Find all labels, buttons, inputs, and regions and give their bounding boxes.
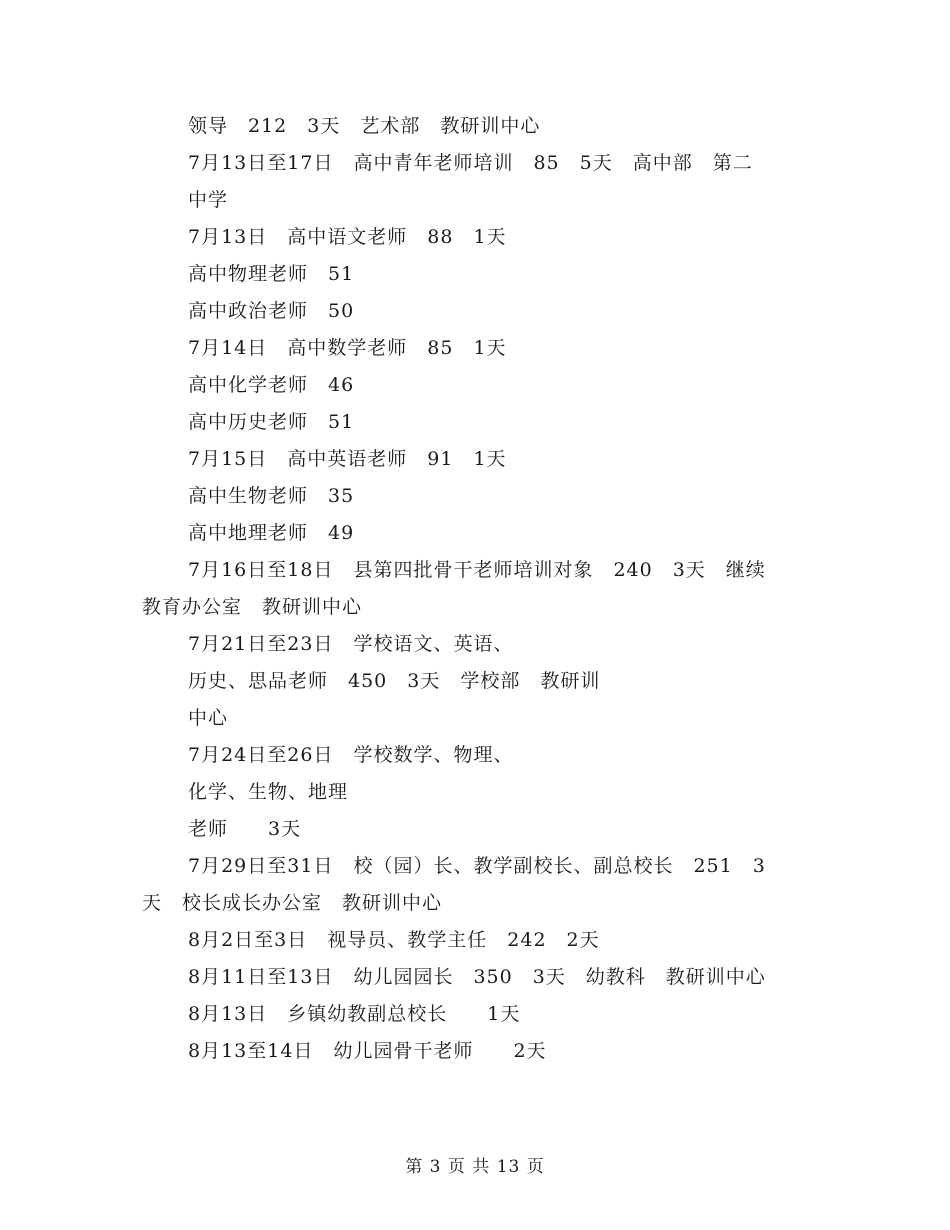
text-line: 教育办公室 教研训中心 <box>142 596 363 618</box>
text-line: 老师 3天 <box>188 818 302 840</box>
text-line: 天 校长成长办公室 教研训中心 <box>142 892 443 914</box>
text-line: 化学、生物、地理 <box>188 781 349 803</box>
text-line: 7月13日至17日 高中青年老师培训 85 5天 高中部 第二 <box>188 152 753 174</box>
text-line: 8月13日 乡镇幼教副总校长 1天 <box>188 1003 521 1025</box>
text-line: 高中生物老师 35 <box>188 485 355 507</box>
text-line: 高中政治老师 50 <box>188 300 355 322</box>
text-line: 7月15日 高中英语老师 91 1天 <box>188 448 507 470</box>
text-line: 7月16日至18日 县第四批骨干老师培训对象 240 3天 继续 <box>188 559 766 581</box>
text-line: 8月11日至13日 幼儿园园长 350 3天 幼教科 教研训中心 <box>188 966 766 988</box>
text-line: 高中地理老师 49 <box>188 522 355 544</box>
text-line: 领导 212 3天 艺术部 教研训中心 <box>188 115 541 137</box>
text-line: 7月29日至31日 校（园）长、教学副校长、副总校长 251 3 <box>188 855 766 877</box>
text-line: 8月13至14日 幼儿园骨干老师 2天 <box>188 1040 547 1062</box>
text-line: 历史、思品老师 450 3天 学校部 教研训 <box>188 670 601 692</box>
document-body <box>142 108 822 1070</box>
text-line: 中心 <box>188 707 229 729</box>
text-line: 高中物理老师 51 <box>188 263 355 285</box>
text-line: 7月14日 高中数学老师 85 1天 <box>188 337 507 359</box>
text-line: 中学 <box>188 189 229 211</box>
page-footer: 第 3 页 共 13 页 <box>405 1157 545 1177</box>
text-line: 7月13日 高中语文老师 88 1天 <box>188 226 507 248</box>
text-line: 7月24日至26日 学校数学、物理、 <box>188 744 514 766</box>
text-line: 高中化学老师 46 <box>188 374 355 396</box>
text-line: 高中历史老师 51 <box>188 411 355 433</box>
text-line: 8月2日至3日 视导员、教学主任 242 2天 <box>188 929 600 951</box>
text-line: 7月21日至23日 学校语文、英语、 <box>188 633 514 655</box>
